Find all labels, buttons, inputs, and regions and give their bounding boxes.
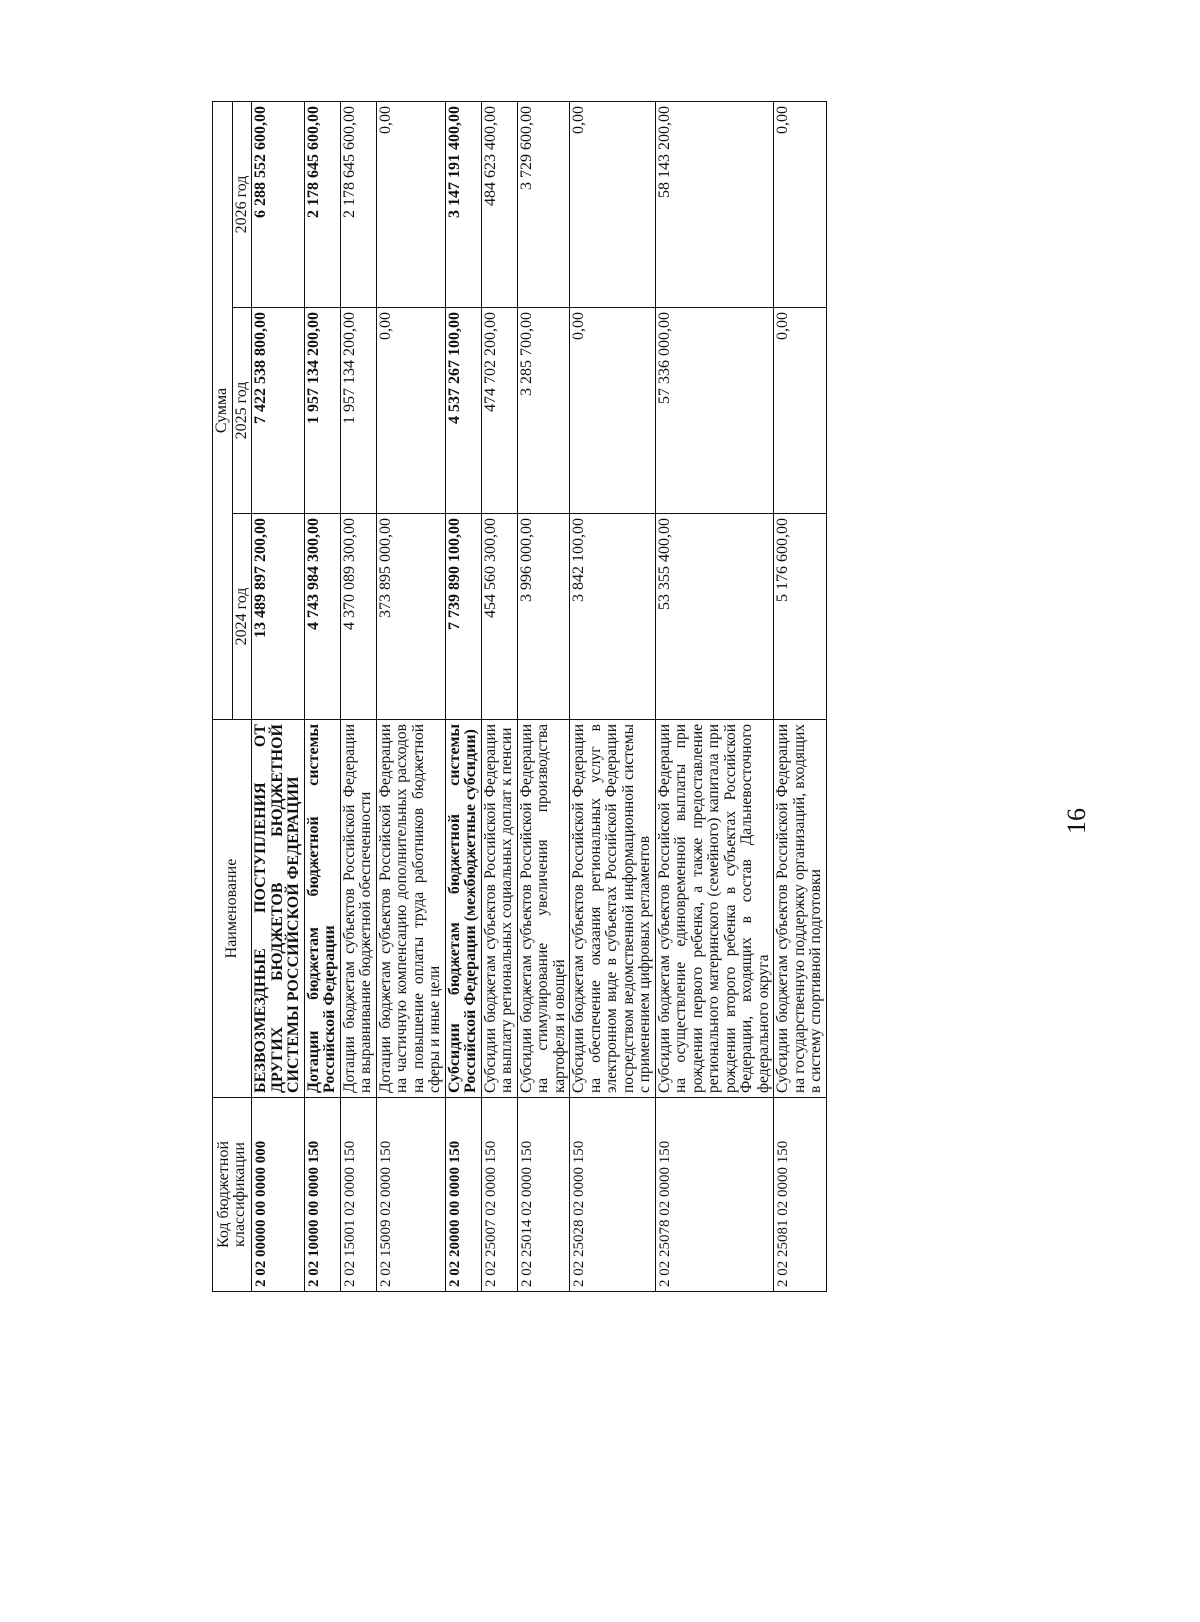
- row-amount-2024: 5 176 600,00: [774, 514, 827, 720]
- row-amount-2026: 484 623 400,00: [481, 101, 517, 307]
- row-code: 2 02 20000 00 0000 150: [445, 1098, 481, 1292]
- header-row: [213, 101, 233, 1291]
- table-row: [570, 101, 656, 1291]
- row-amount-2025: 4 537 267 100,00: [445, 308, 481, 514]
- row-amount-2026: 2 178 645 600,00: [304, 101, 340, 307]
- row-amount-2025: 0,00: [376, 308, 445, 514]
- header-sum: Сумма: [213, 101, 233, 719]
- row-amount-2026: 0,00: [376, 101, 445, 307]
- row-amount-2025: 57 336 000,00: [655, 308, 774, 514]
- row-amount-2024: 13 489 897 200,00: [252, 514, 305, 720]
- table-body: [252, 101, 827, 1291]
- row-code: 2 02 10000 00 0000 150: [304, 1098, 340, 1292]
- row-name: Дотации бюджетам субъектов Российской Федерации на выравнивание бюджетной обеспеченности: [340, 720, 376, 1098]
- row-name: Субсидии бюджетам бюджетной системы Российской Федерации (межбюджетные субсидии): [445, 720, 481, 1098]
- row-amount-2024: 3 842 100,00: [570, 514, 656, 720]
- row-amount-2025: 1 957 134 200,00: [304, 308, 340, 514]
- row-amount-2026: 58 143 200,00: [655, 101, 774, 307]
- row-name: БЕЗВОЗМЕЗДНЫЕ ПОСТУПЛЕНИЯ ОТ ДРУГИХ БЮДЖЕТОВ БЮДЖЕТНОЙ СИСТЕМЫ РОССИЙСКОЙ ФЕДЕРАЦИИ: [252, 720, 305, 1098]
- header-year-2025: 2025 год: [232, 308, 252, 514]
- table-row: [252, 101, 305, 1291]
- budget-table: [212, 101, 827, 1292]
- row-amount-2026: 3 147 191 400,00: [445, 101, 481, 307]
- header-code: Код бюджетной классификации: [213, 1098, 252, 1292]
- table-row: [445, 101, 481, 1291]
- row-name: Субсидии бюджетам субъектов Российской Федерации на осуществление единовременной выплаты при рождении первого ребенка, а также предоставление регионального материнского (семейного) капитала при рождении второго ребенка в субъектах Российской Федерации, входящих в состав Дальневосточного федерального округа: [655, 720, 774, 1098]
- table-row: [340, 101, 376, 1291]
- row-code: 2 02 25028 02 0000 150: [570, 1098, 656, 1292]
- table-row: [304, 101, 340, 1291]
- row-code: 2 02 25007 02 0000 150: [481, 1098, 517, 1292]
- row-amount-2026: 2 178 645 600,00: [340, 101, 376, 307]
- row-code: 2 02 00000 00 0000 000: [252, 1098, 305, 1292]
- row-amount-2024: 7 739 890 100,00: [445, 514, 481, 720]
- row-name: Дотации бюджетам субъектов Российской Федерации на частичную компенсацию дополнительных расходов на повышение оплаты труда работников бюджетной сферы и иные цели: [376, 720, 445, 1098]
- row-amount-2024: 4 370 089 300,00: [340, 514, 376, 720]
- row-name: Субсидии бюджетам субъектов Российской Федерации на обеспечение оказания региональных услуг в электронном виде в субъектах Российской Федерации посредством ведомственной информационной системы с применением цифровых регламентов: [570, 720, 656, 1098]
- row-name: Субсидии бюджетам субъектов Российской Федерации на государственную поддержку организаций, входящих в систему спортивной подготовки: [774, 720, 827, 1098]
- row-amount-2025: 0,00: [774, 308, 827, 514]
- row-amount-2025: 0,00: [570, 308, 656, 514]
- row-amount-2026: 0,00: [774, 101, 827, 307]
- row-amount-2024: 3 996 000,00: [517, 514, 570, 720]
- header-name: Наименование: [213, 720, 252, 1098]
- table-row: [774, 101, 827, 1291]
- row-amount-2026: 3 729 600,00: [517, 101, 570, 307]
- row-code: 2 02 25078 02 0000 150: [655, 1098, 774, 1292]
- row-amount-2026: 0,00: [570, 101, 656, 307]
- row-name: Субсидии бюджетам субъектов Российской Федерации на выплату региональных социальных доплат к пенсии: [481, 720, 517, 1098]
- row-amount-2025: 1 957 134 200,00: [340, 308, 376, 514]
- table-row: [481, 101, 517, 1291]
- table-row: [517, 101, 570, 1291]
- row-amount-2025: 474 702 200,00: [481, 308, 517, 514]
- row-amount-2026: 6 288 552 600,00: [252, 101, 305, 307]
- row-code: 2 02 15001 02 0000 150: [340, 1098, 376, 1292]
- row-code: 2 02 25014 02 0000 150: [517, 1098, 570, 1292]
- header-year-2026: 2026 год: [232, 101, 252, 307]
- row-name: Дотации бюджетам бюджетной системы Российской Федерации: [304, 720, 340, 1098]
- row-amount-2024: 53 355 400,00: [655, 514, 774, 720]
- table-row: [376, 101, 445, 1291]
- page-number: 16: [1062, 808, 1091, 834]
- row-amount-2024: 373 895 000,00: [376, 514, 445, 720]
- row-amount-2024: 4 743 984 300,00: [304, 514, 340, 720]
- row-amount-2024: 454 560 300,00: [481, 514, 517, 720]
- row-amount-2025: 7 422 538 800,00: [252, 308, 305, 514]
- row-name: Субсидии бюджетам субъектов Российской Федерации на стимулирование увеличения производства картофеля и овощей: [517, 720, 570, 1098]
- row-code: 2 02 25081 02 0000 150: [774, 1098, 827, 1292]
- header-year-2024: 2024 год: [232, 514, 252, 720]
- row-code: 2 02 15009 02 0000 150: [376, 1098, 445, 1292]
- table-row: [655, 101, 774, 1291]
- row-amount-2025: 3 285 700,00: [517, 308, 570, 514]
